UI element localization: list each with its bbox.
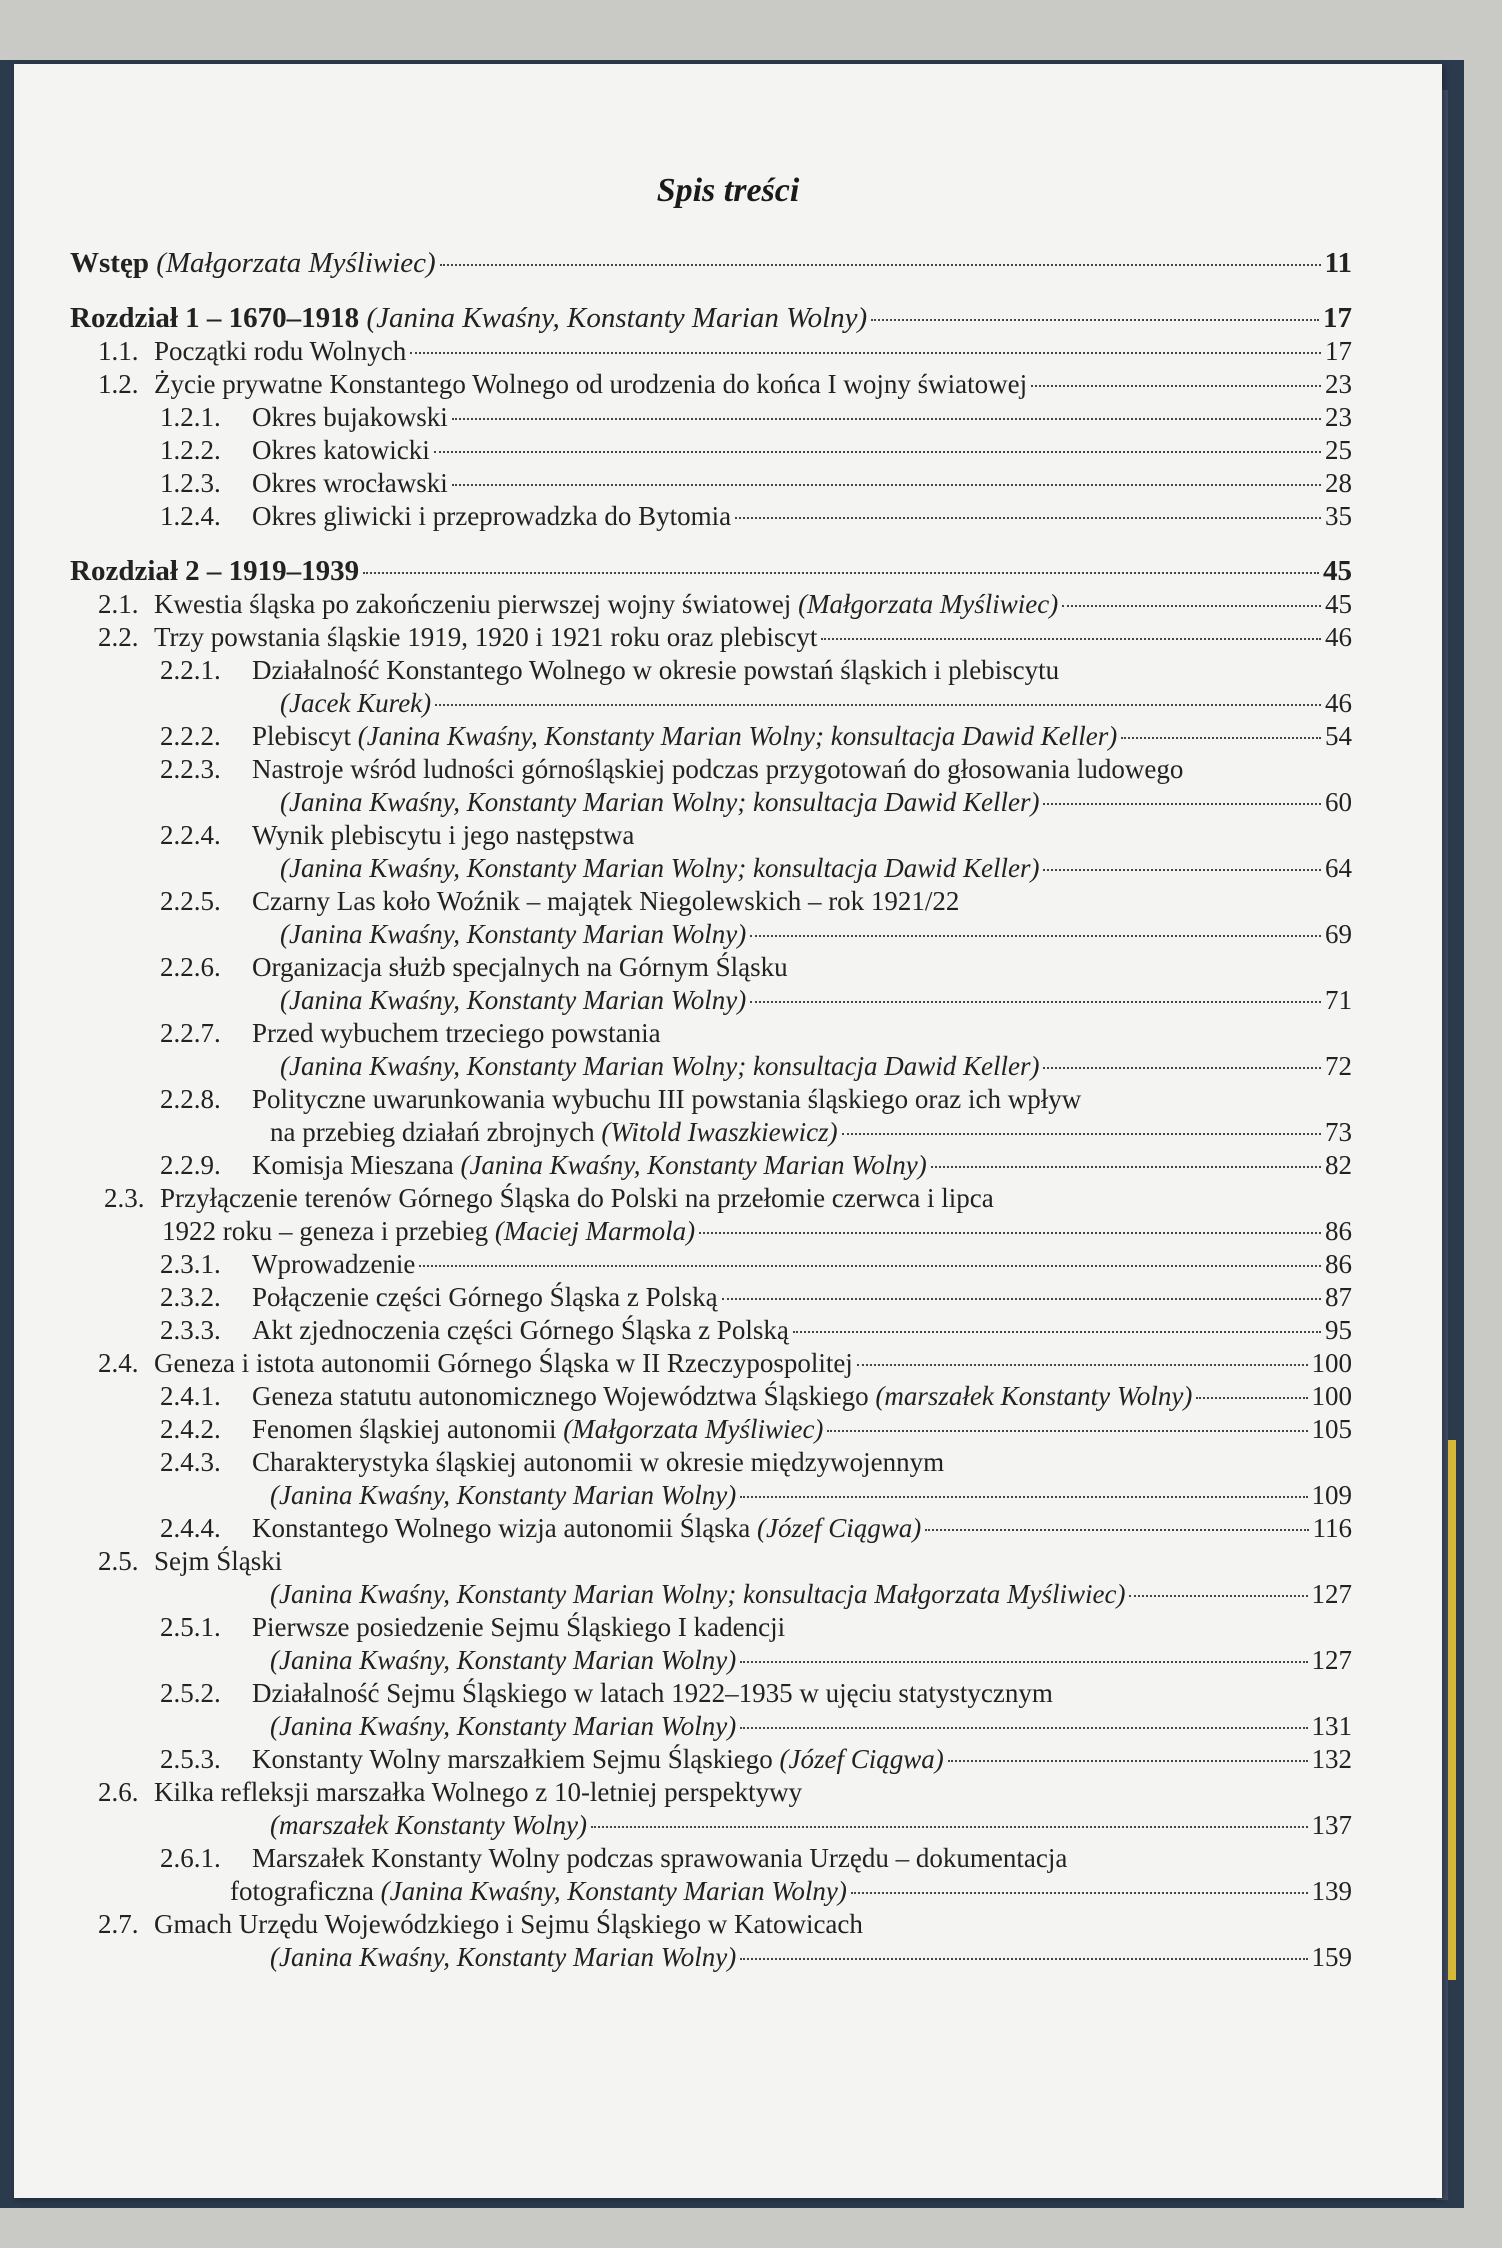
toc-entry bbox=[70, 1447, 1352, 1480]
entry-number: 2.5.2. bbox=[160, 1678, 221, 1708]
entry-number: 1.1. bbox=[98, 336, 139, 366]
entry-author: (Janina Kwaśny, Konstanty Marian Wolny) bbox=[270, 1480, 737, 1510]
entry-number: 2.3.2. bbox=[160, 1282, 221, 1312]
leader-dots bbox=[1129, 1595, 1307, 1597]
leader-dots bbox=[851, 1892, 1308, 1894]
entry-number: 1.2.1. bbox=[160, 402, 221, 432]
entry-title: Marszałek Konstanty Wolny podczas sprawowania Urzędu – dokumentacja bbox=[252, 1843, 1068, 1873]
entry-title: Okres gliwicki i przeprowadzka do Bytomia bbox=[252, 501, 732, 531]
entry-number: 2.5. bbox=[98, 1546, 139, 1576]
entry-author: (Małgorzata Myśliwiec) bbox=[563, 1414, 824, 1444]
toc-entry bbox=[70, 1249, 1352, 1282]
entry-title: Charakterystyka śląskiej autonomii w okresie międzywojennym bbox=[252, 1447, 945, 1477]
entry-page: 23 bbox=[1325, 369, 1352, 399]
entry-title: Gmach Urzędu Wojewódzkiego i Sejmu Śląskiego w Katowicach bbox=[154, 1909, 863, 1939]
entry-author: (Janina Kwaśny, Konstanty Marian Wolny) bbox=[280, 919, 747, 949]
entry-page: 23 bbox=[1325, 402, 1352, 432]
leader-dots bbox=[410, 352, 1321, 354]
entry-title: Plebiscyt bbox=[252, 721, 351, 751]
entry-number: 1.2.3. bbox=[160, 468, 221, 498]
entry-title: Sejm Śląski bbox=[154, 1546, 283, 1576]
entry-page: 11 bbox=[1324, 247, 1352, 279]
table-of-contents bbox=[70, 248, 1352, 1975]
entry-title: Rozdział 1 – 1670–1918 bbox=[70, 302, 360, 334]
entry-page: 60 bbox=[1325, 787, 1352, 817]
entry-page: 72 bbox=[1325, 1051, 1352, 1081]
entry-page: 86 bbox=[1325, 1249, 1352, 1279]
toc-entry bbox=[70, 1513, 1352, 1546]
entry-title: Geneza i istota autonomii Górnego Śląska w II Rzeczypospolitej bbox=[154, 1348, 853, 1378]
entry-author: (Janina Kwaśny, Konstanty Marian Wolny; konsultacja Dawid Keller) bbox=[280, 853, 1040, 883]
toc-entry bbox=[70, 468, 1352, 501]
leader-dots bbox=[1043, 803, 1321, 805]
toc-entry bbox=[70, 402, 1352, 435]
page-title: Spis treści bbox=[656, 172, 800, 209]
toc-entry bbox=[70, 248, 1352, 281]
entry-author: (Małgorzata Myśliwiec) bbox=[156, 247, 436, 279]
entry-number: 2.3. bbox=[104, 1183, 145, 1213]
toc-entry-continuation bbox=[70, 985, 1352, 1018]
entry-author: (Janina Kwaśny, Konstanty Marian Wolny; konsultacja Dawid Keller) bbox=[357, 721, 1118, 751]
entry-page: 127 bbox=[1311, 1579, 1352, 1609]
entry-title: Kilka refleksji marszałka Wolnego z 10-letniej perspektywy bbox=[154, 1777, 803, 1807]
toc-entry-continuation bbox=[70, 1117, 1352, 1150]
entry-page: 45 bbox=[1325, 589, 1352, 619]
entry-number: 2.3.3. bbox=[160, 1315, 221, 1345]
toc-entry-continuation bbox=[70, 1876, 1352, 1909]
entry-page: 73 bbox=[1325, 1117, 1352, 1147]
entry-page: 109 bbox=[1311, 1480, 1352, 1510]
leader-dots bbox=[740, 1496, 1307, 1498]
toc-entry-continuation bbox=[70, 1711, 1352, 1744]
leader-dots bbox=[827, 1430, 1307, 1432]
entry-author: (Janina Kwaśny, Konstanty Marian Wolny; konsultacja Dawid Keller) bbox=[280, 1051, 1040, 1081]
entry-title: Okres wrocławski bbox=[252, 468, 448, 498]
entry-title: Konstantego Wolnego wizja autonomii Śląska bbox=[252, 1513, 751, 1543]
leader-dots bbox=[740, 1727, 1307, 1729]
entry-page: 25 bbox=[1325, 435, 1352, 465]
entry-title: Wstęp bbox=[70, 247, 149, 279]
entry-number: 2.2.7. bbox=[160, 1018, 221, 1048]
toc-entry bbox=[70, 336, 1352, 369]
page bbox=[14, 64, 1442, 2198]
leader-dots bbox=[363, 572, 1319, 574]
toc-entry bbox=[70, 655, 1352, 688]
entry-title: Trzy powstania śląskie 1919, 1920 i 1921 roku oraz plebiscyt bbox=[154, 622, 818, 652]
entry-author: (Janina Kwaśny, Konstanty Marian Wolny; konsultacja Dawid Keller) bbox=[280, 787, 1040, 817]
entry-number: 2.4. bbox=[98, 1348, 139, 1378]
toc-entry bbox=[70, 1315, 1352, 1348]
entry-author: (Janina Kwaśny, Konstanty Marian Wolny; konsultacja Małgorzata Myśliwiec) bbox=[270, 1579, 1126, 1609]
entry-number: 2.2.6. bbox=[160, 952, 221, 982]
entry-title: Fenomen śląskiej autonomii bbox=[252, 1414, 557, 1444]
entry-author: (Janina Kwaśny, Konstanty Marian Wolny) bbox=[380, 1876, 847, 1906]
leader-dots bbox=[419, 1265, 1321, 1267]
entry-number: 2.4.1. bbox=[160, 1381, 221, 1411]
toc-entry bbox=[70, 1612, 1352, 1645]
entry-author: (Janina Kwaśny, Konstanty Marian Wolny) bbox=[270, 1711, 737, 1741]
entry-page: 64 bbox=[1325, 853, 1352, 883]
entry-author: (Maciej Marmola) bbox=[494, 1216, 696, 1246]
entry-number: 2.3.1. bbox=[160, 1249, 221, 1279]
leader-dots bbox=[857, 1364, 1308, 1366]
leader-dots bbox=[452, 418, 1321, 420]
toc-entry-continuation bbox=[70, 853, 1352, 886]
toc-entry bbox=[70, 622, 1352, 655]
toc-entry bbox=[70, 1909, 1352, 1942]
entry-title-line2: 1922 roku – geneza i przebieg bbox=[162, 1216, 489, 1246]
entry-page: 131 bbox=[1311, 1711, 1352, 1741]
toc-entry-continuation bbox=[70, 1051, 1352, 1084]
toc-entry bbox=[70, 1546, 1352, 1579]
toc-entry-continuation bbox=[70, 787, 1352, 820]
entry-title: Pierwsze posiedzenie Sejmu Śląskiego I kadencji bbox=[252, 1612, 786, 1642]
toc-entry bbox=[70, 589, 1352, 622]
leader-dots bbox=[1062, 605, 1321, 607]
toc-entry bbox=[70, 1084, 1352, 1117]
entry-title: Życie prywatne Konstantego Wolnego od urodzenia do końca I wojny światowej bbox=[154, 369, 1028, 399]
entry-title: Organizacja służb specjalnych na Górnym Śląsku bbox=[252, 952, 788, 982]
entry-page: 35 bbox=[1325, 501, 1352, 531]
leader-dots bbox=[740, 1958, 1307, 1960]
leader-dots bbox=[793, 1331, 1321, 1333]
entry-number: 2.5.1. bbox=[160, 1612, 221, 1642]
entry-page: 28 bbox=[1325, 468, 1352, 498]
toc-entry bbox=[70, 1414, 1352, 1447]
entry-author: (Małgorzata Myśliwiec) bbox=[798, 589, 1059, 619]
toc-entry bbox=[70, 952, 1352, 985]
entry-page: 100 bbox=[1311, 1348, 1352, 1378]
entry-page: 46 bbox=[1325, 688, 1352, 718]
entry-page: 46 bbox=[1325, 622, 1352, 652]
entry-title: Początki rodu Wolnych bbox=[154, 336, 407, 366]
entry-page: 45 bbox=[1323, 555, 1352, 587]
entry-author: (Janina Kwaśny, Konstanty Marian Wolny) bbox=[366, 302, 868, 334]
entry-page: 86 bbox=[1325, 1216, 1352, 1246]
leader-dots bbox=[699, 1232, 1321, 1234]
toc-entry-continuation bbox=[70, 1480, 1352, 1513]
entry-number: 2.2.1. bbox=[160, 655, 221, 685]
entry-title: Przyłączenie terenów Górnego Śląska do Polski na przełomie czerwca i lipca bbox=[160, 1183, 994, 1213]
entry-page: 105 bbox=[1311, 1414, 1352, 1444]
entry-title-line2: na przebieg działań zbrojnych bbox=[270, 1117, 595, 1147]
entry-author: (Józef Ciągwa) bbox=[757, 1513, 922, 1543]
entry-page: 95 bbox=[1325, 1315, 1352, 1345]
entry-title: Rozdział 2 – 1919–1939 bbox=[70, 555, 360, 587]
entry-author: (Witold Iwaszkiewicz) bbox=[601, 1117, 838, 1147]
entry-number: 1.2. bbox=[98, 369, 139, 399]
toc-entry bbox=[70, 1348, 1352, 1381]
leader-dots bbox=[931, 1166, 1321, 1168]
leader-dots bbox=[440, 264, 1321, 266]
leader-dots bbox=[452, 484, 1321, 486]
entry-title: Okres bujakowski bbox=[252, 402, 448, 432]
leader-dots bbox=[722, 1298, 1321, 1300]
entry-number: 2.2. bbox=[98, 622, 139, 652]
toc-entry bbox=[70, 1678, 1352, 1711]
entry-number: 2.2.5. bbox=[160, 886, 221, 916]
entry-number: 2.4.2. bbox=[160, 1414, 221, 1444]
toc-entry bbox=[70, 754, 1352, 787]
toc-entry bbox=[70, 721, 1352, 754]
entry-page: 116 bbox=[1312, 1513, 1352, 1543]
leader-dots bbox=[1196, 1397, 1307, 1399]
entry-number: 2.6. bbox=[98, 1777, 139, 1807]
toc-entry-continuation bbox=[70, 688, 1352, 721]
toc-chapter bbox=[70, 303, 1352, 336]
entry-page: 127 bbox=[1311, 1645, 1352, 1675]
toc-entry bbox=[70, 1381, 1352, 1414]
entry-title-line2: fotograficzna bbox=[230, 1876, 374, 1906]
entry-page: 139 bbox=[1311, 1876, 1352, 1906]
entry-title: Przed wybuchem trzeciego powstania bbox=[252, 1018, 661, 1048]
entry-author: (Jacek Kurek) bbox=[280, 688, 432, 718]
toc-entry bbox=[70, 1183, 1352, 1216]
leader-dots bbox=[434, 451, 1321, 453]
leader-dots bbox=[1043, 1067, 1321, 1069]
toc-entry bbox=[70, 820, 1352, 853]
entry-title: Czarny Las koło Woźnik – majątek Niegolewskich – rok 1921/22 bbox=[252, 886, 960, 916]
entry-title: Nastroje wśród ludności górnośląskiej podczas przygotowań do głosowania ludowego bbox=[252, 754, 1184, 784]
toc-entry-continuation bbox=[70, 1645, 1352, 1678]
entry-author: (marszałek Konstanty Wolny) bbox=[270, 1810, 587, 1840]
entry-title: Wynik plebiscytu i jego następstwa bbox=[252, 820, 635, 850]
toc-entry bbox=[70, 1777, 1352, 1810]
entry-author: (Janina Kwaśny, Konstanty Marian Wolny) bbox=[280, 985, 747, 1015]
entry-page: 159 bbox=[1311, 1942, 1352, 1972]
entry-title: Polityczne uwarunkowania wybuchu III powstania śląskiego oraz ich wpływ bbox=[252, 1084, 1082, 1114]
entry-title: Działalność Konstantego Wolnego w okresie powstań śląskich i plebiscytu bbox=[252, 655, 1060, 685]
toc-entry-continuation bbox=[70, 1942, 1352, 1975]
entry-number: 2.2.3. bbox=[160, 754, 221, 784]
toc-entry bbox=[70, 886, 1352, 919]
leader-dots bbox=[740, 1661, 1307, 1663]
toc-entry-continuation bbox=[70, 1216, 1352, 1249]
leader-dots bbox=[750, 935, 1321, 937]
entry-title: Połączenie części Górnego Śląska z Polską bbox=[252, 1282, 718, 1312]
entry-number: 2.5.3. bbox=[160, 1744, 221, 1774]
entry-page: 100 bbox=[1311, 1381, 1352, 1411]
entry-author: (Janina Kwaśny, Konstanty Marian Wolny) bbox=[270, 1942, 737, 1972]
toc-entry bbox=[70, 1843, 1352, 1876]
leader-dots bbox=[591, 1826, 1308, 1828]
entry-title: Działalność Sejmu Śląskiego w latach 1922–1935 w ujęciu statystycznym bbox=[252, 1678, 1053, 1708]
entry-page: 54 bbox=[1325, 721, 1352, 751]
entry-number: 2.2.4. bbox=[160, 820, 221, 850]
toc-entry-continuation bbox=[70, 1810, 1352, 1843]
entry-title: Kwestia śląska po zakończeniu pierwszej wojny światowej bbox=[154, 589, 792, 619]
entry-page: 17 bbox=[1323, 302, 1352, 334]
toc-entry bbox=[70, 435, 1352, 468]
leader-dots bbox=[1121, 737, 1321, 739]
entry-author: (Janina Kwaśny, Konstanty Marian Wolny) bbox=[460, 1150, 927, 1180]
entry-author: (Józef Ciągwa) bbox=[779, 1744, 944, 1774]
entry-number: 2.6.1. bbox=[160, 1843, 221, 1873]
toc-entry bbox=[70, 1018, 1352, 1051]
leader-dots bbox=[871, 319, 1319, 321]
entry-title: Akt zjednoczenia części Górnego Śląska z Polską bbox=[252, 1315, 789, 1345]
leader-dots bbox=[735, 517, 1321, 519]
toc-entry bbox=[70, 1282, 1352, 1315]
entry-page: 71 bbox=[1325, 985, 1352, 1015]
entry-title: Wprowadzenie bbox=[252, 1249, 416, 1279]
toc-entry-continuation bbox=[70, 1579, 1352, 1612]
entry-title: Konstanty Wolny marszałkiem Sejmu Śląskiego bbox=[252, 1744, 773, 1774]
entry-number: 2.4.3. bbox=[160, 1447, 221, 1477]
toc-entry bbox=[70, 1744, 1352, 1777]
entry-page: 17 bbox=[1325, 336, 1352, 366]
entry-title: Komisja Mieszana bbox=[252, 1150, 454, 1180]
toc-entry bbox=[70, 1150, 1352, 1183]
toc-entry bbox=[70, 369, 1352, 402]
leader-dots bbox=[948, 1760, 1308, 1762]
leader-dots bbox=[1031, 385, 1321, 387]
entry-author: (marszałek Konstanty Wolny) bbox=[875, 1381, 1193, 1411]
toc-entry-continuation bbox=[70, 919, 1352, 952]
entry-number: 2.2.2. bbox=[160, 721, 221, 751]
entry-number: 2.2.9. bbox=[160, 1150, 221, 1180]
entry-number: 2.4.4. bbox=[160, 1513, 221, 1543]
leader-dots bbox=[821, 638, 1321, 640]
leader-dots bbox=[925, 1529, 1308, 1531]
entry-author: (Janina Kwaśny, Konstanty Marian Wolny) bbox=[270, 1645, 737, 1675]
entry-page: 87 bbox=[1325, 1282, 1352, 1312]
entry-title: Geneza statutu autonomicznego Województwa Śląskiego bbox=[252, 1381, 869, 1411]
entry-page: 82 bbox=[1325, 1150, 1352, 1180]
leader-dots bbox=[1043, 869, 1321, 871]
entry-number: 2.7. bbox=[98, 1909, 139, 1939]
entry-number: 2.1. bbox=[98, 589, 139, 619]
entry-title: Okres katowicki bbox=[252, 435, 430, 465]
toc-entry bbox=[70, 501, 1352, 534]
entry-page: 132 bbox=[1311, 1744, 1352, 1774]
leader-dots bbox=[842, 1133, 1321, 1135]
entry-page: 137 bbox=[1311, 1810, 1352, 1840]
leader-dots bbox=[435, 704, 1321, 706]
leader-dots bbox=[750, 1001, 1321, 1003]
toc-chapter bbox=[70, 556, 1352, 589]
entry-page: 69 bbox=[1325, 919, 1352, 949]
entry-number: 2.2.8. bbox=[160, 1084, 221, 1114]
entry-number: 1.2.2. bbox=[160, 435, 221, 465]
entry-number: 1.2.4. bbox=[160, 501, 221, 531]
